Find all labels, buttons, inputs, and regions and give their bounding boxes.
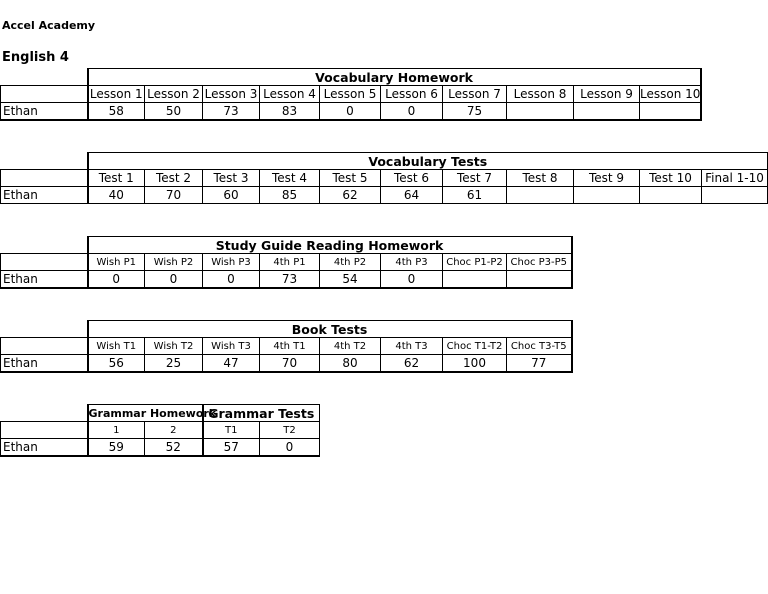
column-header: Lesson 10 (640, 86, 701, 101)
score-cell: 0 (88, 271, 145, 289)
score-cell: 70 (260, 355, 320, 373)
score-cell: 0 (145, 271, 203, 289)
column-header: Test 6 (381, 170, 443, 187)
column-header: 4th P3 (381, 254, 443, 271)
column-header: T1 (203, 422, 260, 439)
column-header: Lesson 1 (88, 86, 145, 103)
column-header: Choc P1-P2 (443, 254, 507, 271)
column-header: Lesson 4 (260, 86, 320, 103)
vocabulary-tests-table (0, 152, 768, 204)
section-title: Vocabulary Homework (88, 69, 701, 86)
column-header: Test 5 (320, 170, 381, 187)
column-header: Lesson 8 (507, 86, 574, 103)
score-cell (574, 103, 640, 121)
column-header: Choc T1-T2 (443, 338, 507, 355)
score-cell: 56 (88, 355, 145, 373)
score-cell: 0 (320, 103, 381, 121)
score-cell: 73 (260, 271, 320, 289)
column-header: 4th P2 (320, 254, 381, 271)
score-cell: 0 (381, 271, 443, 289)
section-title: Book Tests (88, 321, 572, 338)
student-name: Ethan (1, 103, 88, 121)
score-cell: 70 (145, 187, 203, 204)
score-cell (574, 187, 640, 204)
score-cell: 25 (145, 355, 203, 373)
score-cell (443, 271, 507, 289)
score-cell (507, 271, 572, 289)
table-row (1, 439, 320, 457)
column-header: Wish P3 (203, 254, 260, 271)
score-cell: 0 (203, 271, 260, 289)
score-cell: 100 (443, 355, 507, 373)
column-header: Test 1 (88, 170, 145, 187)
column-header: Test 4 (260, 170, 320, 187)
study-guide-homework-table (0, 236, 573, 289)
column-header: 4th P1 (260, 254, 320, 271)
score-cell (640, 187, 702, 204)
score-cell (702, 187, 768, 204)
column-header: Choc T3-T5 (507, 338, 572, 355)
score-cell: 60 (203, 187, 260, 204)
score-cell: 59 (88, 439, 145, 457)
column-header: Lesson 5 (320, 86, 381, 103)
table-row (1, 271, 572, 289)
score-cell: 62 (381, 355, 443, 373)
column-header: Final 1-10 (702, 170, 768, 187)
score-cell: 64 (381, 187, 443, 204)
column-header: Wish P2 (145, 254, 203, 271)
score-cell: 75 (443, 103, 507, 121)
score-cell: 52 (145, 439, 203, 457)
organization-name: Accel Academy (2, 19, 96, 32)
section-title: Vocabulary Tests (88, 153, 768, 170)
table-row (1, 103, 701, 121)
course-title: English 4 (2, 50, 69, 65)
score-cell (640, 103, 701, 121)
student-name: Ethan (1, 187, 88, 204)
score-cell: 0 (381, 103, 443, 121)
vocabulary-homework-table (0, 68, 702, 121)
column-header: Test 3 (203, 170, 260, 187)
column-header: Wish P1 (88, 254, 145, 271)
column-header: Lesson 9 (574, 86, 640, 103)
column-header: T2 (260, 422, 320, 439)
column-header: Lesson 2 (145, 86, 203, 103)
table-row (1, 355, 572, 373)
score-cell (507, 103, 574, 121)
column-header: Wish T2 (145, 338, 203, 355)
column-header: 4th T1 (260, 338, 320, 355)
score-cell: 77 (507, 355, 572, 373)
score-cell: 57 (203, 439, 260, 457)
column-header: 4th T3 (381, 338, 443, 355)
table-row (1, 187, 768, 204)
score-cell: 0 (260, 439, 320, 457)
student-name: Ethan (1, 271, 88, 289)
column-header: Lesson 7 (443, 86, 507, 103)
column-header: Test 7 (443, 170, 507, 187)
book-tests-table (0, 320, 573, 373)
column-header: Test 8 (507, 170, 574, 187)
score-cell: 83 (260, 103, 320, 121)
student-name: Ethan (1, 439, 88, 457)
section-title: Study Guide Reading Homework (88, 237, 572, 254)
score-cell: 54 (320, 271, 381, 289)
score-cell: 50 (145, 103, 203, 121)
score-cell: 61 (443, 187, 507, 204)
column-header: Lesson 6 (381, 86, 443, 103)
student-name: Ethan (1, 355, 88, 373)
score-cell: 73 (203, 103, 260, 121)
column-header: Lesson 3 (203, 86, 260, 103)
grammar-tests-title: Grammar Tests (203, 405, 320, 422)
column-header: 1 (88, 422, 145, 439)
column-header: Wish T3 (203, 338, 260, 355)
grammar-table (0, 404, 320, 457)
column-header: Test 9 (574, 170, 640, 187)
column-header: 2 (145, 422, 203, 439)
score-cell: 47 (203, 355, 260, 373)
score-cell: 40 (88, 187, 145, 204)
grammar-homework-title: Grammar Homework (88, 406, 217, 420)
score-cell: 58 (88, 103, 145, 121)
column-header: 4th T2 (320, 338, 381, 355)
column-header: Choc P3-P5 (507, 254, 572, 271)
score-cell: 62 (320, 187, 381, 204)
score-cell: 85 (260, 187, 320, 204)
column-header: Test 2 (145, 170, 203, 187)
column-header: Test 10 (640, 170, 702, 187)
column-header: Wish T1 (88, 338, 145, 355)
score-cell (507, 187, 574, 204)
score-cell: 80 (320, 355, 381, 373)
